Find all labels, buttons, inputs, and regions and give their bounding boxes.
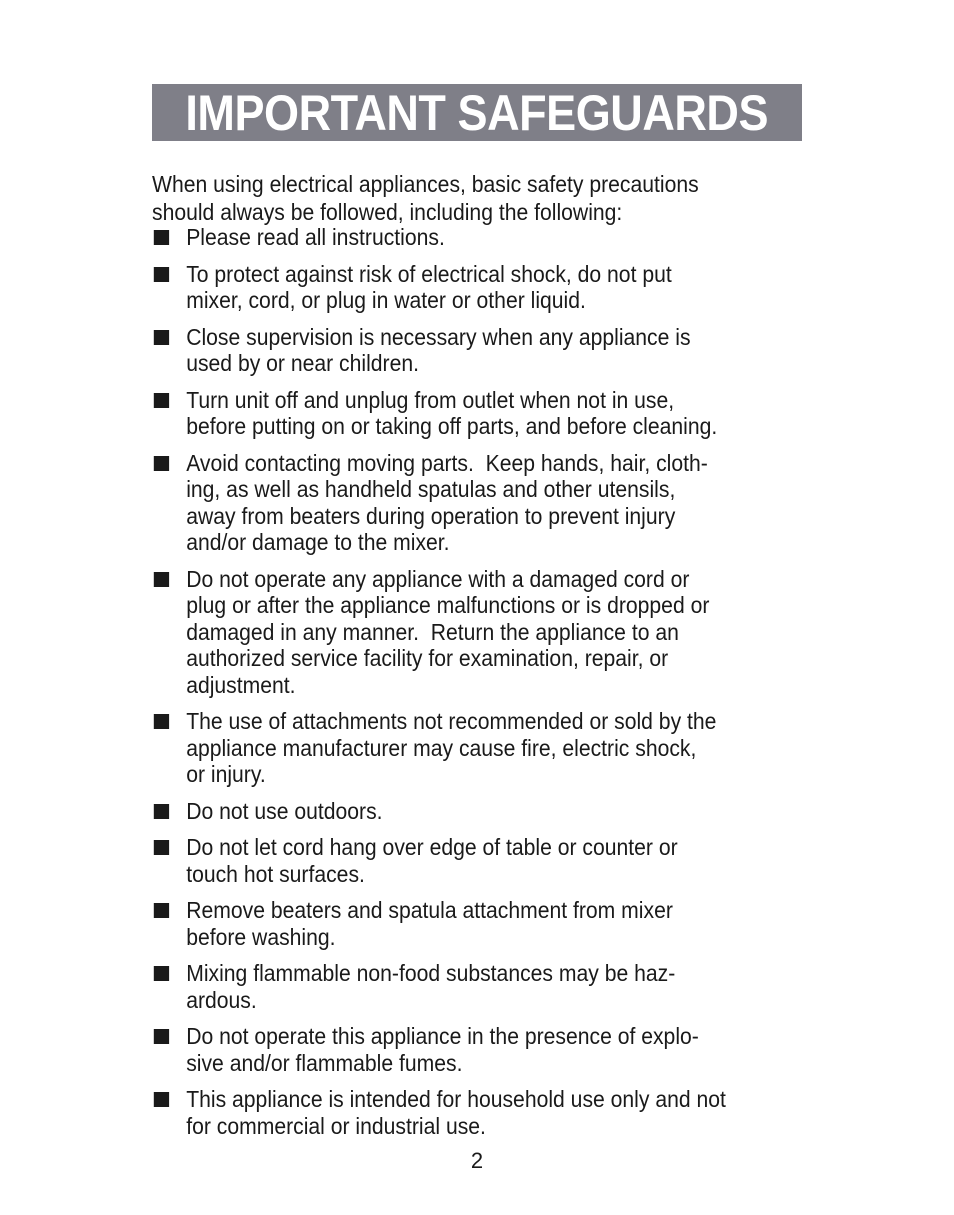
square-bullet-icon [154, 966, 169, 981]
safeguard-line: plug or after the appliance malfunctions or is dropped or [186, 592, 710, 618]
intro-line: When using electrical appliances, basic safety precautions [152, 171, 699, 197]
square-bullet-icon [154, 840, 169, 855]
safeguard-item [152, 798, 809, 825]
safeguard-line: ing, as well as handheld spatulas and other utensils, [186, 476, 676, 502]
safeguard-line: Avoid contacting moving parts. Keep hands, hair, cloth- [186, 449, 708, 476]
safeguard-line: Do not use outdoors. [186, 797, 383, 824]
safeguard-item [152, 834, 809, 887]
title-banner [152, 84, 802, 141]
safeguard-item [152, 1086, 809, 1139]
page-title: IMPORTANT SAFEGUARDS [185, 84, 769, 141]
safeguard-line: before putting on or taking off parts, and before cleaning. [186, 413, 718, 439]
safeguard-line: damaged in any manner. Return the appliance to an [186, 618, 679, 645]
safeguard-line: Close supervision is necessary when any appliance is [186, 323, 691, 350]
square-bullet-icon [154, 330, 169, 345]
safeguard-line: for commercial or industrial use. [186, 1112, 486, 1139]
safeguards-list [152, 224, 809, 1149]
intro-paragraph [152, 170, 800, 226]
safeguard-item [152, 224, 809, 251]
safeguard-line: away from beaters during operation to prevent injury [186, 502, 676, 529]
square-bullet-icon [154, 572, 169, 587]
safeguard-item [152, 1023, 809, 1076]
safeguard-line: touch hot surfaces. [186, 860, 365, 887]
square-bullet-icon [154, 456, 169, 471]
safeguard-line: Do not operate any appliance with a damaged cord or [186, 565, 690, 592]
page-number: 2 [470, 1148, 484, 1173]
safeguard-line: Mixing flammable non-food substances may be haz- [186, 960, 676, 986]
safeguard-line: This appliance is intended for household use only and not [186, 1086, 726, 1112]
safeguard-item [152, 261, 809, 314]
safeguard-line: and/or damage to the mixer. [186, 529, 450, 555]
safeguard-line: Remove beaters and spatula attachment from mixer [186, 897, 673, 923]
safeguard-line: authorized service facility for examination, repair, or [186, 645, 669, 671]
safeguard-line: mixer, cord, or plug in water or other liquid. [186, 287, 586, 313]
safeguard-line: Please read all instructions. [186, 224, 445, 250]
safeguard-item [152, 450, 809, 556]
safeguard-line: Turn unit off and unplug from outlet when not in use, [186, 386, 675, 413]
safeguard-line: used by or near children. [186, 350, 419, 376]
safeguard-line: adjustment. [186, 671, 296, 698]
safeguard-line: The use of attachments not recommended or sold by the [186, 708, 717, 734]
safeguard-line: Do not operate this appliance in the presence of explo- [186, 1023, 699, 1049]
safeguard-line: ardous. [186, 986, 257, 1013]
square-bullet-icon [154, 714, 169, 729]
safeguard-item [152, 324, 809, 377]
safeguard-line: before washing. [186, 923, 336, 950]
safeguard-item [152, 387, 809, 440]
safeguard-line: To protect against risk of electrical shock, do not put [186, 260, 672, 287]
safeguard-item [152, 708, 809, 788]
square-bullet-icon [154, 1029, 169, 1044]
safeguard-item [152, 960, 809, 1013]
square-bullet-icon [154, 267, 169, 282]
square-bullet-icon [154, 903, 169, 918]
square-bullet-icon [154, 393, 169, 408]
safeguard-item [152, 897, 809, 950]
square-bullet-icon [154, 804, 169, 819]
square-bullet-icon [154, 1092, 169, 1107]
square-bullet-icon [154, 230, 169, 245]
intro-line: should always be followed, including the following: [152, 199, 623, 225]
safeguard-item [152, 566, 809, 699]
safeguard-line: or injury. [186, 761, 266, 787]
safeguard-line: appliance manufacturer may cause fire, electric shock, [186, 734, 697, 761]
safeguard-line: sive and/or flammable fumes. [186, 1049, 463, 1076]
safeguard-line: Do not let cord hang over edge of table or counter or [186, 834, 678, 860]
